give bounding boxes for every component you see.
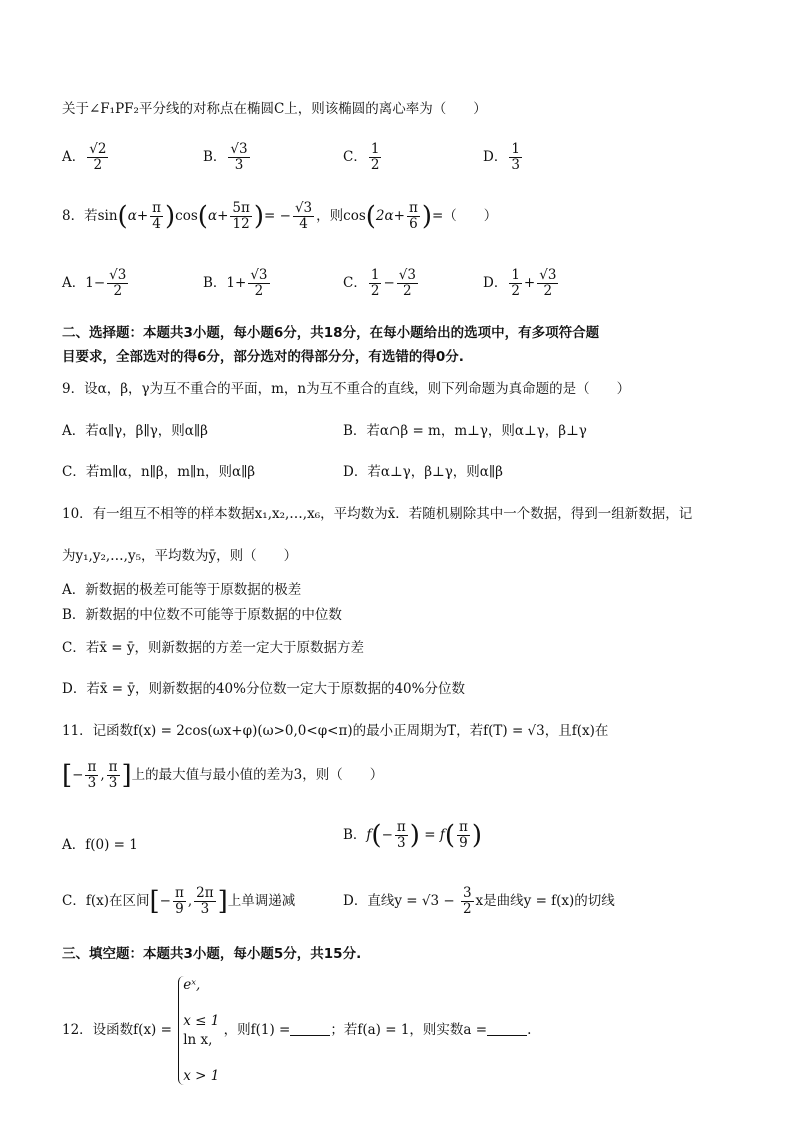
q11-option-b[interactable] — [343, 820, 482, 851]
q8-alpha-1: α — [127, 207, 137, 224]
q8-a-frac — [107, 268, 128, 299]
q11-d-frac — [461, 886, 474, 917]
q11-frac-1 — [85, 760, 98, 791]
q10-option-a[interactable]: A．新数据的极差可能等于原数据的极差 — [62, 582, 302, 598]
q11-option-d[interactable] — [343, 886, 615, 917]
q8-b-pre: 1+ — [226, 274, 247, 291]
q11-c-pre: f(x)在区间 — [85, 892, 150, 909]
q11-c-label: C． — [62, 892, 86, 909]
q8-d-label: D． — [483, 274, 508, 291]
q11-stem-line1: 11．记函数f(x) = 2cos(ωx+φ)(ω>0,0<φ<π)的最小正周期为T，若f(T) = √3，且f(x)在 — [62, 723, 609, 739]
q8-a-num: √3 — [109, 267, 127, 283]
q8-c-den: 2 — [403, 282, 412, 299]
q8-paren-close-2: ) — [253, 201, 265, 232]
q8-four-2: 4 — [299, 215, 308, 232]
q11-b-f1: f — [366, 826, 372, 843]
q8-b-den: 2 — [254, 282, 264, 299]
q8-b-num: √3 — [250, 267, 268, 283]
q11-b-paren-close-1: ) — [409, 820, 420, 851]
q7-c-den: 2 — [370, 156, 380, 173]
q11-b-paren-open-1: ( — [371, 820, 382, 851]
q11-pi-2: π — [108, 759, 118, 775]
q11-c-pi: π — [174, 885, 184, 901]
q8-d-frac-1 — [509, 268, 522, 299]
q11-b-pi-2: π — [458, 819, 468, 835]
q7-d-den: 3 — [511, 156, 520, 173]
q11-frac-2 — [107, 760, 120, 791]
q12-blank-1[interactable] — [290, 1023, 330, 1036]
q12-case2 — [183, 1031, 219, 1086]
q8-cos-2: cos — [343, 207, 366, 224]
q7-option-b[interactable] — [203, 142, 252, 173]
q8-pi-1: π — [152, 200, 162, 216]
q8-equals-neg: = − — [264, 207, 291, 224]
q8-c-pre-num: 1 — [370, 267, 380, 283]
q10-stem-line2: 为y₁,y₂,…,y₅，平均数为ȳ，则（ ） — [62, 548, 298, 564]
q10-stem-line1: 10．有一组互不相等的样本数据x₁,x₂,…,x₆，平均数为x̄．若随机剔除其中一个数据，得到一组新数据，记 — [62, 506, 693, 522]
q8-b-label: B． — [203, 274, 227, 291]
q11-option-a[interactable]: A．f(0) = 1 — [62, 837, 138, 853]
q8-frac-5pi-12 — [230, 201, 251, 232]
q11-b-pi-1: π — [396, 819, 406, 835]
q11-c-comma: , — [187, 892, 193, 909]
q7-c-num: 1 — [370, 141, 380, 157]
q8-d-frac-2 — [537, 268, 558, 299]
q12-mid2: ；若f(a) = 1，则实数a = — [330, 1022, 488, 1039]
q8-frac-pi-6 — [407, 201, 420, 232]
q7-option-d[interactable] — [483, 142, 524, 173]
q12-case1 — [183, 976, 219, 1031]
q7-option-c[interactable] — [343, 142, 383, 173]
q8-a-label: A． — [62, 274, 86, 291]
section2-heading-line2: 目要求，全部选对的得6分，部分选对的得部分分，有选错的得0分. — [62, 349, 464, 365]
q11-tail: 上的最大值与最小值的差为3，则（ ） — [131, 766, 384, 783]
q8-option-d[interactable] — [483, 268, 560, 299]
q8-plus-2: + — [217, 207, 229, 224]
q8-stem — [62, 201, 497, 232]
q8-paren-close-3: ) — [421, 201, 432, 232]
q8-six: 6 — [409, 215, 418, 232]
q8-c-frac-1 — [369, 268, 382, 299]
q7-d-num: 1 — [511, 141, 520, 157]
q8-a-pre: 1− — [85, 274, 106, 291]
q7-option-d-frac — [509, 142, 522, 173]
q11-c-two-pi: 2π — [196, 885, 214, 901]
q11-b-paren-close-2: ) — [471, 820, 482, 851]
q8-d-den: 2 — [543, 282, 553, 299]
q8-paren-open-3: ( — [365, 201, 376, 232]
q8-alpha-2: α — [207, 207, 218, 224]
q11-b-frac-2 — [457, 820, 470, 851]
q7-option-c-frac — [369, 142, 382, 173]
q11-three-1: 3 — [87, 774, 97, 791]
q11-d-tail: x是曲线y = f(x)的切线 — [475, 892, 615, 909]
q7-b-num: √3 — [230, 141, 248, 157]
q11-three-2: 3 — [108, 774, 118, 791]
q7-a-num: √2 — [89, 141, 107, 157]
q9-stem: 9．设α，β，γ为互不重合的平面，m，n为互不重合的直线，则下列命题为真命题的是（ ） — [62, 381, 631, 397]
q8-option-c[interactable] — [343, 268, 420, 299]
q11-b-nine: 9 — [459, 834, 468, 851]
q11-b-neg: − — [381, 826, 393, 843]
q12-case1-cond: x ≤ 1 — [183, 1013, 220, 1030]
q10-option-c[interactable]: C．若x̄ = ȳ，则新数据的方差一定大于原数据方差 — [62, 640, 364, 656]
q8-d-pre-den: 2 — [511, 282, 520, 299]
q11-d-den: 2 — [462, 900, 472, 917]
q7-a-den: 2 — [93, 156, 103, 173]
q8-two-alpha: 2α — [375, 207, 394, 224]
q8-option-b[interactable] — [203, 268, 272, 299]
q8-d-pre-num: 1 — [511, 267, 520, 283]
q12-mid: ，则f(1) = — [223, 1022, 291, 1039]
section3-heading: 三、填空题：本题共3小题，每小题5分，共15分. — [62, 946, 362, 962]
q11-c-bracket-close: ] — [217, 886, 228, 917]
q7-option-b-frac — [228, 142, 249, 173]
q8-d-op: + — [523, 274, 536, 291]
q11-c-bracket-open: [ — [149, 886, 160, 917]
q12-case2-expr: ln x, — [183, 1031, 213, 1048]
q7-option-a[interactable] — [62, 142, 110, 173]
q11-b-frac-1 — [395, 820, 408, 851]
q8-d-num: √3 — [539, 267, 557, 283]
q7-tail-text: 关于∠F₁PF₂平分线的对称点在椭圆C上，则该椭圆的离心率为（ ） — [62, 101, 487, 117]
q11-b-label: B． — [343, 826, 367, 843]
q11-c-three: 3 — [200, 900, 210, 917]
q8-c-pre-den: 2 — [370, 282, 380, 299]
q8-frac-sqrt3-4 — [293, 201, 314, 232]
q12-pre: 12．设函数f(x) = — [62, 1022, 172, 1039]
q8-c-num: √3 — [398, 267, 416, 283]
q11-b-paren-open-2: ( — [444, 820, 455, 851]
q8-paren-open-1: ( — [117, 201, 128, 232]
q7-option-a-label: A． — [62, 148, 86, 165]
q11-stem-line2 — [62, 760, 383, 791]
q11-d-pre: D．直线y = √3 − — [343, 892, 459, 909]
q11-b-three: 3 — [397, 834, 406, 851]
q8-c-op: − — [383, 274, 395, 291]
q11-c-neg: − — [159, 892, 171, 909]
q12-case1-expr: eˣ, — [183, 977, 201, 993]
q8-five-pi: 5π — [232, 200, 250, 216]
q11-option-c[interactable] — [62, 886, 295, 917]
q8-paren-close-1: ) — [165, 201, 176, 232]
q8-frac-pi-4 — [150, 201, 163, 232]
q11-b-mid: = f — [419, 826, 445, 843]
q7-option-d-label: D． — [483, 148, 508, 165]
q11-c-frac-2 — [194, 886, 215, 917]
q10-option-d[interactable]: D．若x̄ = ȳ，则新数据的40%分位数一定大于原数据的40%分位数 — [62, 681, 465, 697]
q8-c-frac-2 — [397, 268, 418, 299]
q8-cos-1: cos — [175, 207, 198, 224]
q11-comma: , — [100, 766, 105, 783]
q11-neg: − — [72, 766, 84, 783]
q12-blank-2[interactable] — [487, 1023, 527, 1036]
q9-option-b[interactable]: B．若α∩β = m，m⊥γ，则α⊥γ，β⊥γ — [343, 423, 587, 439]
q9-option-c[interactable]: C．若m∥α，n∥β，m∥n，则α∥β — [62, 464, 256, 480]
q11-bracket-open: [ — [62, 760, 73, 791]
q11-c-tail: 上单调递减 — [227, 892, 296, 909]
q8-sqrt3: √3 — [294, 200, 313, 216]
q12-stem — [62, 976, 531, 1085]
q12-piecewise — [178, 976, 219, 1085]
q7-option-b-label: B． — [203, 148, 227, 165]
q10-option-b[interactable]: B．新数据的中位数不可能等于原数据的中位数 — [62, 607, 342, 623]
q8-plus-1: + — [136, 207, 149, 224]
q7-option-c-label: C． — [343, 148, 367, 165]
q8-tail: =（ ） — [431, 207, 498, 224]
q11-bracket-close: ] — [121, 760, 132, 791]
q11-pi-1: π — [87, 759, 97, 775]
q12-end: . — [527, 1022, 532, 1039]
q11-d-num: 3 — [462, 885, 472, 901]
q8-c-label: C． — [343, 274, 367, 291]
q8-four: 4 — [152, 215, 161, 232]
q11-c-nine: 9 — [175, 900, 184, 917]
q11-c-frac-1 — [173, 886, 186, 917]
q8-a-den: 2 — [113, 282, 123, 299]
q8-twelve: 12 — [232, 215, 250, 232]
q9-option-d[interactable]: D．若α⊥γ，β⊥γ，则α∥β — [343, 464, 503, 480]
q8-b-frac — [248, 268, 269, 299]
q7-option-a-frac — [87, 142, 108, 173]
q9-option-a[interactable]: A．若α∥γ，β∥γ，则α∥β — [62, 423, 208, 439]
q8-sin: sin — [97, 207, 118, 224]
q8-then: ，则 — [316, 207, 344, 224]
q8-paren-open-2: ( — [197, 201, 208, 232]
q8-plus-3: + — [393, 207, 405, 224]
q8-pi-2: π — [408, 200, 418, 216]
q8-number: 8．若 — [62, 207, 98, 224]
q12-case2-cond: x > 1 — [183, 1068, 220, 1085]
q7-b-den: 3 — [234, 156, 244, 173]
q8-option-a[interactable] — [62, 268, 130, 299]
section2-heading-line1: 二、选择题：本题共3小题，每小题6分，共18分，在每小题给出的选项中，有多项符合题 — [62, 325, 600, 341]
